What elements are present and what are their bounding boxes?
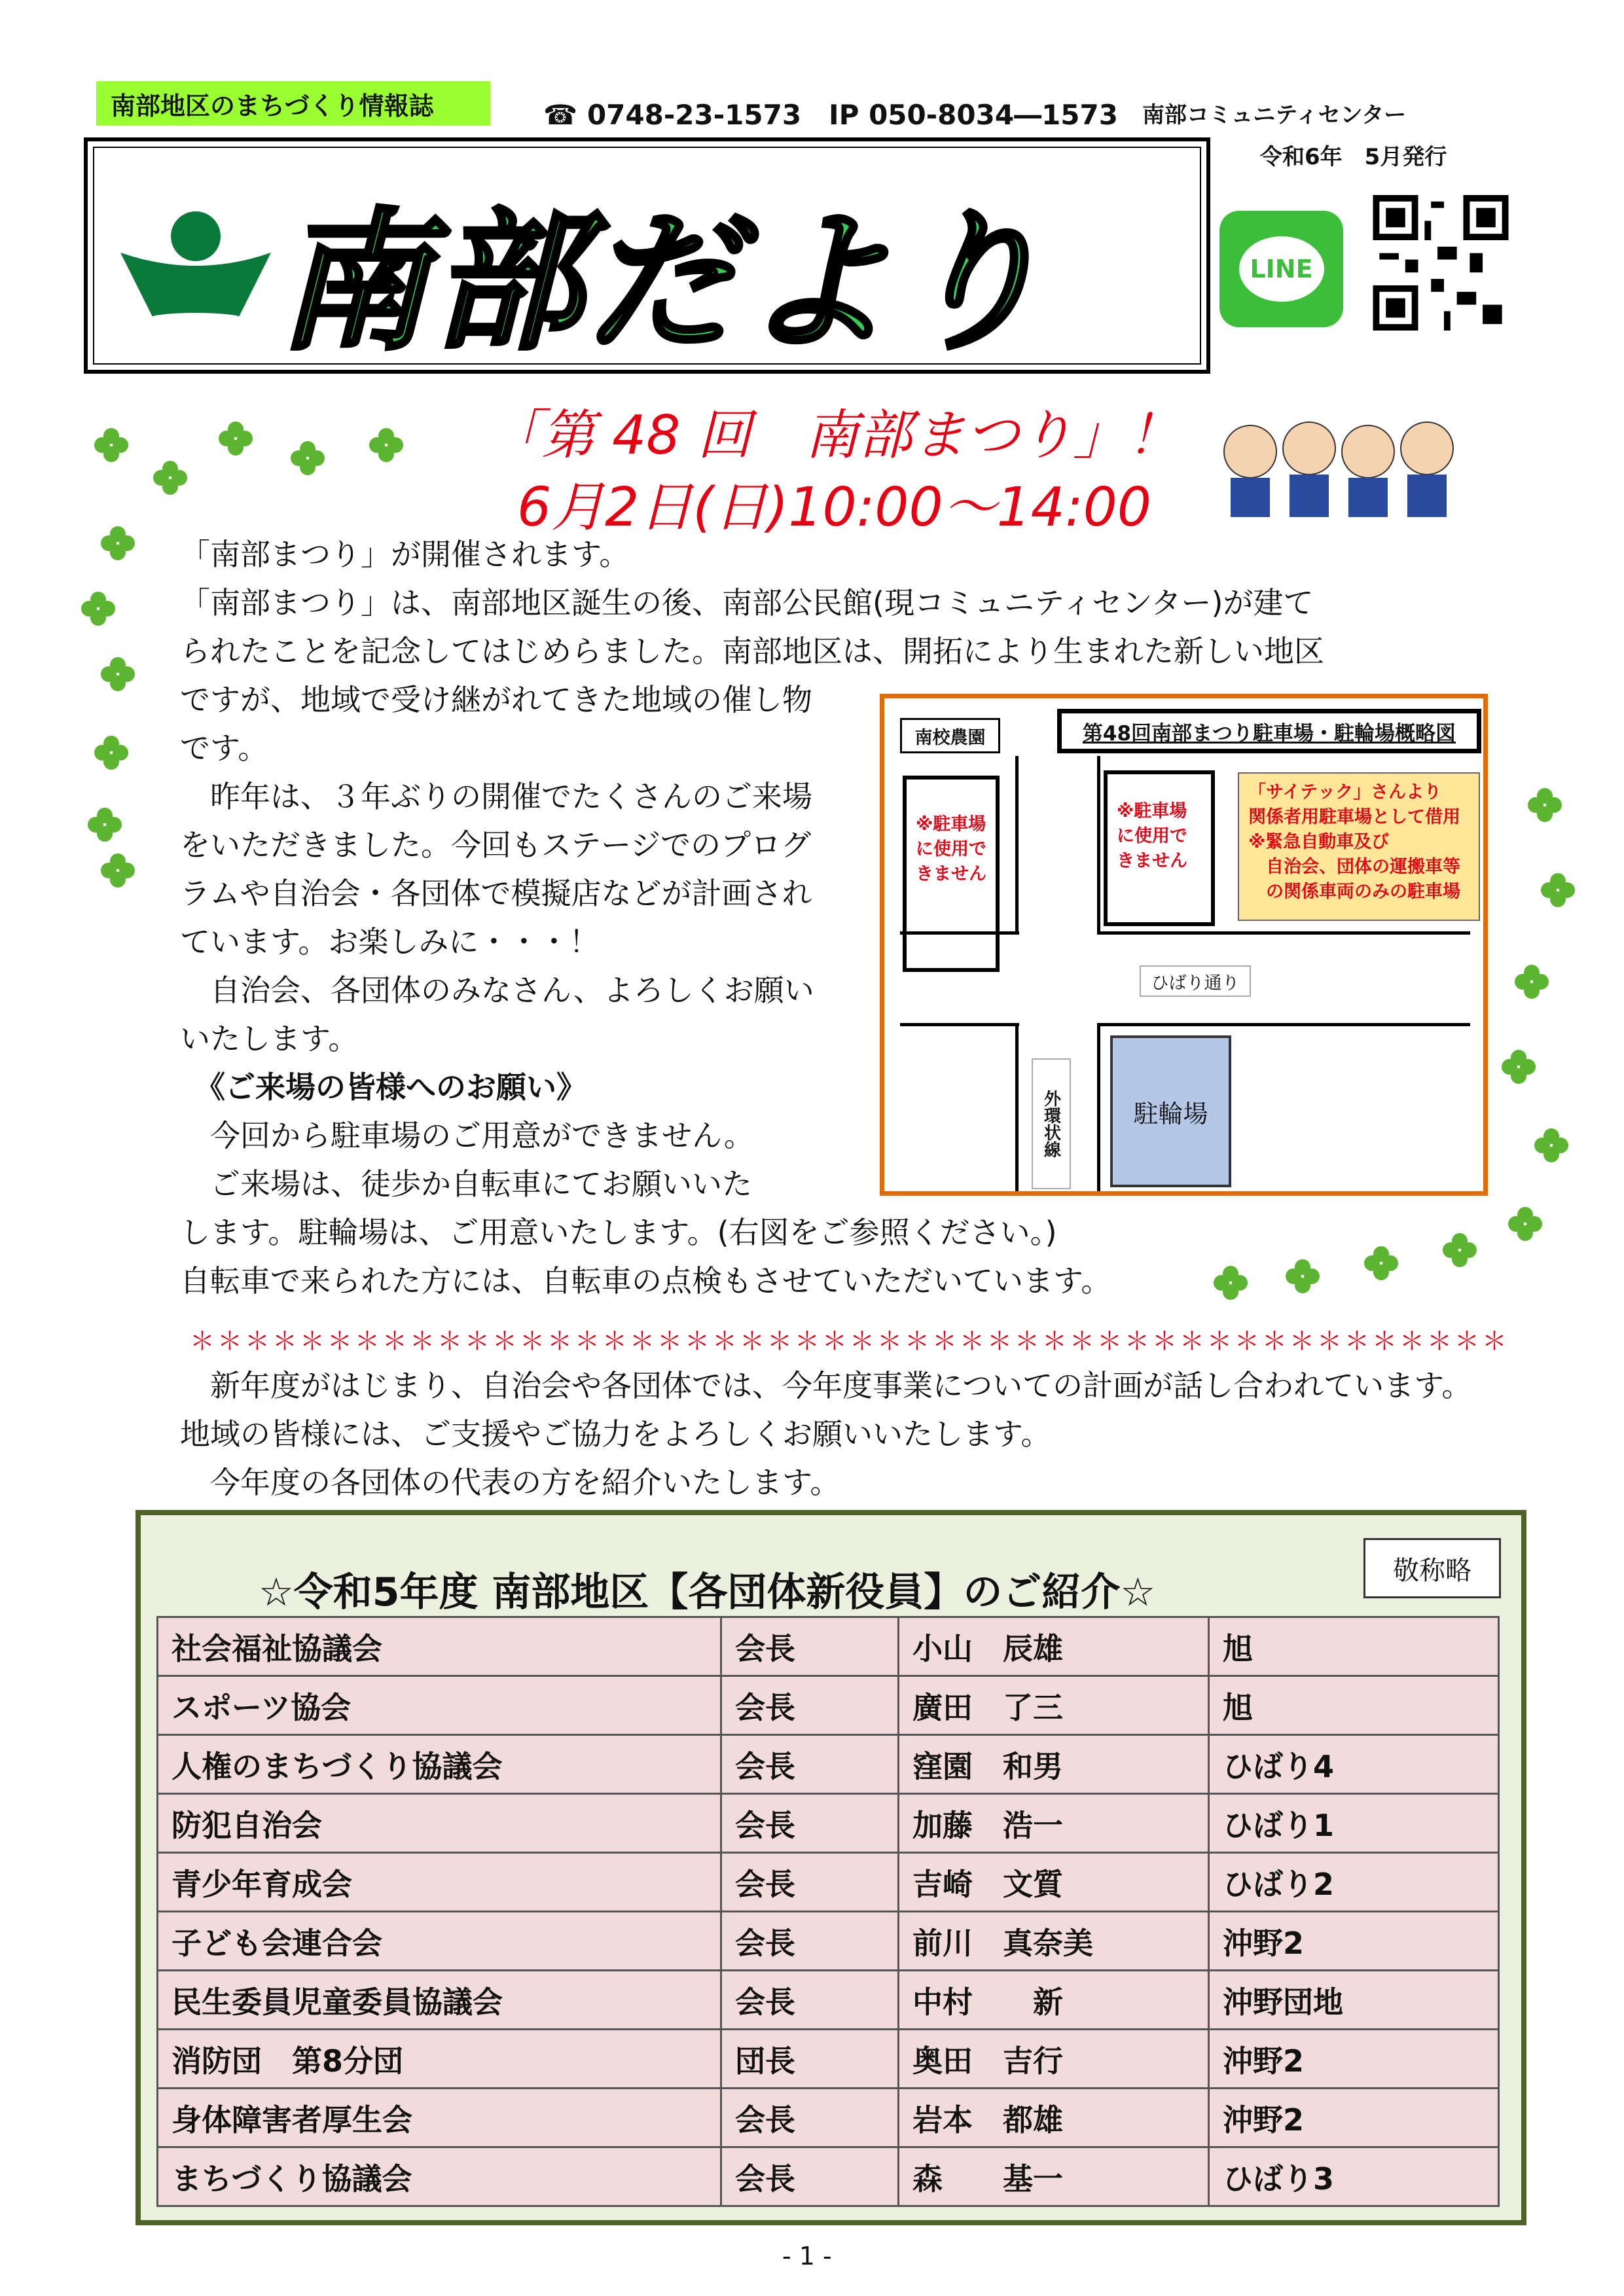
organization-cell: スポーツ協会 — [158, 1676, 721, 1735]
officers-table — [156, 1616, 1500, 2207]
qr-code — [1373, 195, 1509, 331]
area-cell: 沖野2 — [1209, 2089, 1499, 2147]
clover-icon — [1538, 870, 1578, 910]
bike-parking: 駐輪場 — [1110, 1035, 1231, 1187]
clover-icon — [1440, 1230, 1479, 1270]
street-label: ひばり通り — [1140, 965, 1251, 997]
road-line — [1097, 1023, 1100, 1191]
clover-icon — [367, 425, 406, 465]
no-parking-lot-2: ※駐車場 に使用で きません — [1104, 770, 1215, 926]
event-datetime: 6月2日(日)10:00～14:00 — [517, 476, 1151, 539]
body-line: です。 — [180, 730, 268, 766]
clover-icon — [85, 805, 124, 844]
clover-icon — [98, 851, 137, 890]
name-cell: 中村 新 — [899, 1971, 1209, 2030]
role-cell: 会長 — [721, 2089, 899, 2147]
clover-icon — [1362, 1244, 1401, 1283]
organization-cell: 青少年育成会 — [158, 1853, 721, 1912]
newsletter-tag: 南部地区のまちづくり情報誌 — [96, 81, 490, 126]
role-cell: 会長 — [721, 1735, 899, 1794]
organization-cell: 人権のまちづくり協議会 — [158, 1735, 721, 1794]
request-heading: 《ご来場の皆様へのお願い》 — [180, 1069, 586, 1105]
body-line: られたことを記念してはじめらました。南部地区は、開拓により生まれた新しい地区 — [180, 634, 1324, 669]
honorific-note: 敬称略 — [1363, 1538, 1501, 1598]
partner-parking-note: 「サイテック」さんより 関係者用駐車場として借用 ※緊急自動車及び 自治会、団体の運搬車等 の関係車両のみの駐車場 — [1238, 772, 1480, 921]
body-line: 昨年は、３年ぶりの開催でたくさんのご来場 — [180, 779, 812, 814]
road-line — [1097, 931, 1470, 935]
body-line: いたします。 — [180, 1021, 359, 1056]
farm-label: 南校農園 — [900, 718, 1000, 753]
table-row — [158, 1971, 1499, 2030]
table-row — [158, 2089, 1499, 2147]
area-cell: ひばり1 — [1209, 1794, 1499, 1853]
clover-icon — [1506, 1204, 1545, 1244]
name-cell: 前川 真奈美 — [899, 1912, 1209, 1971]
organization-cell: 民生委員児童委員協議会 — [158, 1971, 721, 2030]
body-line: 自治会、各団体のみなさん、よろしくお願い — [180, 973, 814, 1008]
road-line — [1097, 756, 1100, 935]
intro-line: 今年度の各団体の代表の方を紹介いたします。 — [180, 1465, 840, 1500]
table-row — [158, 2030, 1499, 2089]
road-line — [1097, 1023, 1470, 1026]
intro-line: 新年度がはじまり、自治会や各団体では、今年度事業についての計画が話し合われています。 — [180, 1368, 1472, 1403]
area-cell: 沖野2 — [1209, 1912, 1499, 1971]
road-line — [1015, 1023, 1019, 1191]
logo-icon — [120, 207, 271, 325]
body-line: ラムや自治会・各団体で模擬店などが計画され — [180, 876, 812, 911]
clover-icon — [151, 458, 190, 497]
name-cell: 加藤 浩一 — [899, 1794, 1209, 1853]
table-row — [158, 1735, 1499, 1794]
organization-cell: まちづくり協議会 — [158, 2147, 721, 2206]
area-cell: 沖野団地 — [1209, 1971, 1499, 2030]
road-line — [900, 931, 1019, 935]
organization-cell: 社会福祉協議会 — [158, 1617, 721, 1676]
map-title: 第48回南部まつり駐車場・駐輪場概略図 — [1057, 709, 1481, 753]
intro-line: 地域の皆様には、ご支援やご協力をよろしくお願いいたします。 — [180, 1416, 1051, 1452]
name-cell: 吉崎 文質 — [899, 1853, 1209, 1912]
organization-cell: 消防団 第8分団 — [158, 2030, 721, 2089]
body-line: 自転車で来られた方には、自転車の点検もさせていただいています。 — [180, 1263, 1111, 1299]
clover-icon — [1211, 1263, 1250, 1302]
role-cell: 会長 — [721, 2147, 899, 2206]
table-row — [158, 1912, 1499, 1971]
separator: ＊＊＊＊＊＊＊＊＊＊＊＊＊＊＊＊＊＊＊＊＊＊＊＊＊＊＊＊＊＊＊＊＊＊＊＊＊＊＊＊＊＊＊＊＊＊＊＊ — [190, 1327, 1510, 1355]
clover-icon — [1499, 1047, 1538, 1086]
clover-icon — [216, 419, 255, 458]
table-row — [158, 1617, 1499, 1676]
body-line: ています。お楽しみに・・・！ — [180, 924, 600, 960]
name-cell: 窪園 和男 — [899, 1735, 1209, 1794]
name-cell: 岩本 都雄 — [899, 2089, 1209, 2147]
clover-icon — [92, 425, 131, 465]
role-cell: 団長 — [721, 2030, 899, 2089]
name-cell: 廣田 了三 — [899, 1676, 1209, 1735]
area-cell: ひばり3 — [1209, 2147, 1499, 2206]
clover-icon — [288, 439, 327, 478]
event-heading: 「第 48 回 南部まつり」！ — [488, 404, 1181, 467]
clover-icon — [98, 524, 137, 563]
role-cell: 会長 — [721, 1676, 899, 1735]
page-number: - 1 - — [782, 2242, 832, 2270]
body-line: ご来場は、徒歩か自転車にてお願いいた — [180, 1166, 752, 1202]
newsletter-title: 南部だより — [278, 196, 1050, 370]
area-cell: ひばり2 — [1209, 1853, 1499, 1912]
body-line: 今回から駐車場のご用意ができません。 — [180, 1118, 754, 1153]
body-line: 「南部まつり」は、南部地区誕生の後、南部公民館(現コミュニティセンター)が建て — [180, 585, 1314, 620]
title-banner — [84, 137, 1210, 374]
table-row — [158, 1794, 1499, 1853]
body-line: ですが、地域で受け継がれてきた地域の催し物 — [180, 682, 812, 717]
organization-cell: 子ども会連合会 — [158, 1912, 721, 1971]
road-line — [1015, 756, 1019, 935]
role-cell: 会長 — [721, 1853, 899, 1912]
table-row — [158, 1853, 1499, 1912]
publisher: 南部コミュニティセンター — [1142, 102, 1407, 128]
clover-icon — [1525, 785, 1564, 825]
name-cell: 森 基一 — [899, 2147, 1209, 2206]
role-cell: 会長 — [721, 1971, 899, 2030]
area-cell: 沖野2 — [1209, 2030, 1499, 2089]
name-cell: 奥田 吉行 — [899, 2030, 1209, 2089]
body-line: 「南部まつり」が開催されます。 — [180, 537, 630, 572]
parking-map — [880, 694, 1488, 1196]
no-parking-lot-1: ※駐車場 に使用で きません — [903, 776, 1000, 972]
table-row — [158, 1676, 1499, 1735]
clover-icon — [1512, 962, 1551, 1001]
singing-children-illustration — [1218, 386, 1460, 527]
road-line — [900, 1023, 1019, 1026]
clover-icon — [1283, 1257, 1322, 1296]
clover-icon — [79, 589, 118, 628]
area-cell: ひばり4 — [1209, 1735, 1499, 1794]
officers-title: ☆令和5年度 南部地区【各団体新役員】のご紹介☆ — [259, 1570, 1156, 1615]
area-cell: 旭 — [1209, 1617, 1499, 1676]
organization-cell: 身体障害者厚生会 — [158, 2089, 721, 2147]
role-cell: 会長 — [721, 1794, 899, 1853]
area-cell: 旭 — [1209, 1676, 1499, 1735]
issue-date: 令和6年 5月発行 — [1260, 144, 1447, 170]
role-cell: 会長 — [721, 1617, 899, 1676]
organization-cell: 防犯自治会 — [158, 1794, 721, 1853]
contact-phone: ☎ 0748-23-1573 IP 050-8034―1573 — [543, 99, 1118, 131]
clover-icon — [98, 655, 137, 694]
name-cell: 小山 辰雄 — [899, 1617, 1209, 1676]
line-label: LINE — [1239, 236, 1324, 302]
body-line: します。駐輪場は、ご用意いたします。(右図をご参照ください。) — [180, 1215, 1057, 1250]
line-icon[interactable] — [1219, 211, 1343, 327]
clover-icon — [1532, 1126, 1571, 1165]
body-line: をいただきました。今回もステージでのプログ — [180, 827, 812, 863]
table-row — [158, 2147, 1499, 2206]
role-cell: 会長 — [721, 1912, 899, 1971]
clover-icon — [92, 733, 131, 772]
ring-road-label: 外環状線 — [1032, 1058, 1071, 1189]
